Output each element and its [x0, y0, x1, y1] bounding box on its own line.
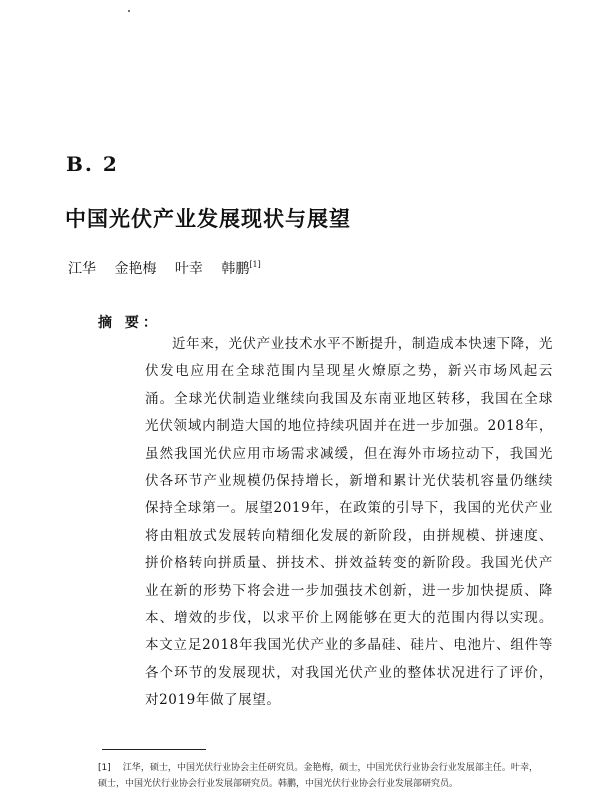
footnote-reference[interactable]: [1]: [249, 260, 261, 269]
abstract-label: 摘 要：: [98, 315, 161, 331]
abstract-body: 近年来，光伏产业技术水平不断提升，制造成本快速下降，光伏发电应用在全球范围内呈现星火燎原之势，新兴市场风起云涌。全球光伏制造业继续向我国及东南亚地区转移，我国在全球光伏领域内制造大国的地位持续巩固并在进一步加强。2018年，虽然我国光伏应用市场需求减缓，但在海外市场拉动下，我国光伏各环节产业规模仍保持增长，新增和累计光伏装机容量仍继续保持全球第一。展望2019年，在政策的引导下，我国的光伏产业将由粗放式发展转向精细化发展的新阶段，由拼规模、拼速度、拼价格转向拼质量、拼技术、拼效益转变的新阶段。我国光伏产业在新的形势下将会进一步加强技术创新，进一步加快提质、降本、增效的步伐，以求平价上网能够在更大的范围内得以实现。本文立足2018年我国光伏产业的多晶硅、硅片、电池片、组件等各个环节的发展现状，对我国光伏产业的整体状况进行了评价，对2019年做了展望。: [145, 336, 553, 709]
scan-speck: [128, 10, 130, 12]
footnote-divider: [102, 749, 206, 750]
author-name: 江华: [68, 261, 96, 277]
author-name: 金艳梅: [114, 261, 157, 277]
footnote-text: 江华，硕士，中国光伏行业协会主任研究员。金艳梅，硕士，中国光伏行业协会行业发展部主任。叶幸，硕士，中国光伏行业协会行业发展部研究员。韩鹏，中国光伏行业协会行业发展部研究员。: [98, 763, 538, 789]
author-name: 韩鹏: [221, 261, 250, 277]
footnote-marker: [1]: [98, 763, 111, 773]
article-title: 中国光伏产业发展现状与展望: [65, 206, 351, 231]
author-line: [68, 258, 261, 278]
author-name: 叶幸: [174, 261, 203, 277]
chapter-label: B. 2: [66, 152, 119, 176]
footnote: [98, 760, 538, 792]
